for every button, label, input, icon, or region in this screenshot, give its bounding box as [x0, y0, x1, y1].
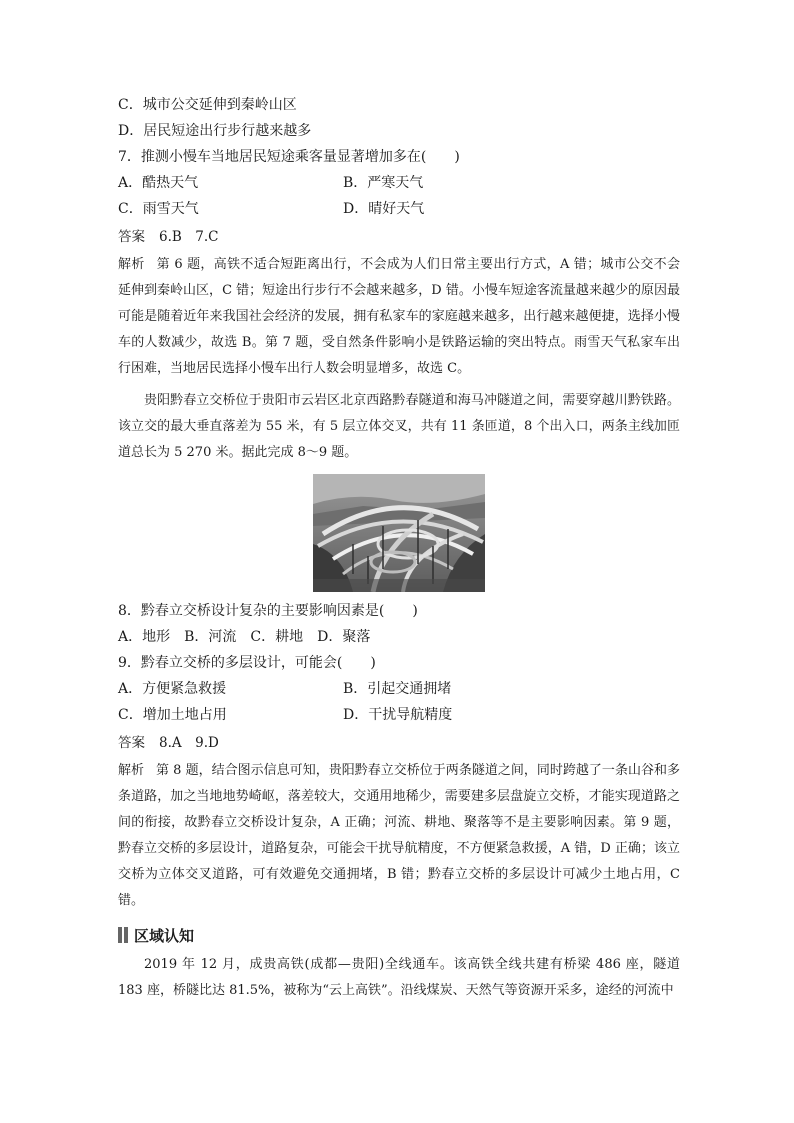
analysis-text: 第 6 题，高铁不适合短距离出行，不会成为人们日常主要出行方式，A 错；城市公交不会延伸到秦岭山区，C 错；短途出行步行不会越来越多，D 错。小慢车短途客流量越来越少的原因最可能是随着近年来我国社会经济的发展，拥有私家车的家庭越来越多，出行越来越便捷，选择小慢车的人数减少，故选 B。第 7 题，受自然条件影响小是铁路运输的突出特点。雨雪天气私家车出行困难，当地居民选择小慢车出行人数会明显增多，故选 C。 — [118, 257, 680, 376]
analysis-text: 第 8 题，结合图示信息可知，贵阳黔春立交桥位于两条隧道之间，同时跨越了一条山谷和多条道路，加之当地地势崎岖，落差较大，交通用地稀少，需要建多层盘旋立交桥，才能实现道路之间的衔接，故黔春立交桥设计复杂，A 正确；河流、耕地、聚落等不是主要影响因素。第 9 题，黔春立交桥的多层设计，道路复杂，可能会干扰导航精度，不方便紧急救援，A 错，D 正确；该立交桥为立体交叉道路，可有效避免交通拥堵，B 错；黔春立交桥的多层设计可减少土地占用，C 错。 — [118, 763, 680, 908]
q9-options-row-2 — [118, 702, 680, 728]
answer-text: 6.B 7.C — [159, 229, 219, 245]
answer-6-7 — [118, 224, 680, 250]
q8-stem: 8．黔春立交桥设计复杂的主要影响因素是( ) — [118, 603, 418, 619]
q9-option-c: C．增加土地占用 — [118, 707, 227, 723]
q9-option-b: B．引起交通拥堵 — [343, 681, 452, 697]
interchange-photo-image — [313, 474, 485, 592]
section-heading — [118, 922, 680, 948]
q7-option-d: D．晴好天气 — [343, 201, 425, 217]
passage-chenggui-railway: 2019 年 12 月，成贵高铁(成都—贵阳)全线通车。该高铁全线共建有桥梁 486 座，隧道 183 座，桥隧比达 81.5%，被称为“云上高铁”。沿线煤炭、天然气等资源开采多，途经的河流中 — [118, 957, 680, 998]
q7-option-a: A．酷热天气 — [118, 175, 199, 191]
document-page — [118, 92, 680, 1004]
q8-options: A．地形 B．河流 C．耕地 D．聚落 — [118, 629, 371, 645]
q7-option-b: B．严寒天气 — [343, 175, 424, 191]
passage-qianchun-bridge: 贵阳黔春立交桥位于贵阳市云岩区北京西路黔春隧道和海马冲隧道之间，需要穿越川黔铁路。该立交的最大垂直落差为 55 米，有 5 层立体交叉，共有 11 条匝道，8 个出入口，两条主线加匝道总长为 5 270 米。据此完成 8～9 题。 — [118, 393, 680, 460]
section-marker-icon — [118, 927, 128, 943]
q7-options-row-1 — [118, 170, 680, 196]
q7-stem: 7．推测小慢车当地居民短途乘客量显著增加多在( ) — [118, 149, 460, 165]
q9-option-a: A．方便紧急救援 — [118, 681, 227, 697]
q6-option-c: C．城市公交延伸到秦岭山区 — [118, 97, 297, 113]
q7-options-row-2 — [118, 196, 680, 222]
answer-label: 答案 — [118, 735, 145, 751]
section-title: 区域认知 — [134, 926, 195, 945]
analysis-label: 解析 — [118, 257, 145, 272]
q7-option-c: C．雨雪天气 — [118, 201, 199, 217]
answer-text: 8.A 9.D — [159, 735, 219, 751]
interchange-photo — [118, 474, 680, 592]
q9-option-d: D．干扰导航精度 — [343, 707, 453, 723]
q6-option-d: D．居民短途出行步行越来越多 — [118, 123, 312, 139]
answer-8-9 — [118, 730, 680, 756]
analysis-6-7 — [118, 252, 680, 382]
q9-stem: 9．黔春立交桥的多层设计，可能会( ) — [118, 655, 376, 671]
q9-options-row-1 — [118, 676, 680, 702]
analysis-label: 解析 — [118, 763, 145, 778]
answer-label: 答案 — [118, 229, 145, 245]
analysis-8-9 — [118, 758, 680, 914]
